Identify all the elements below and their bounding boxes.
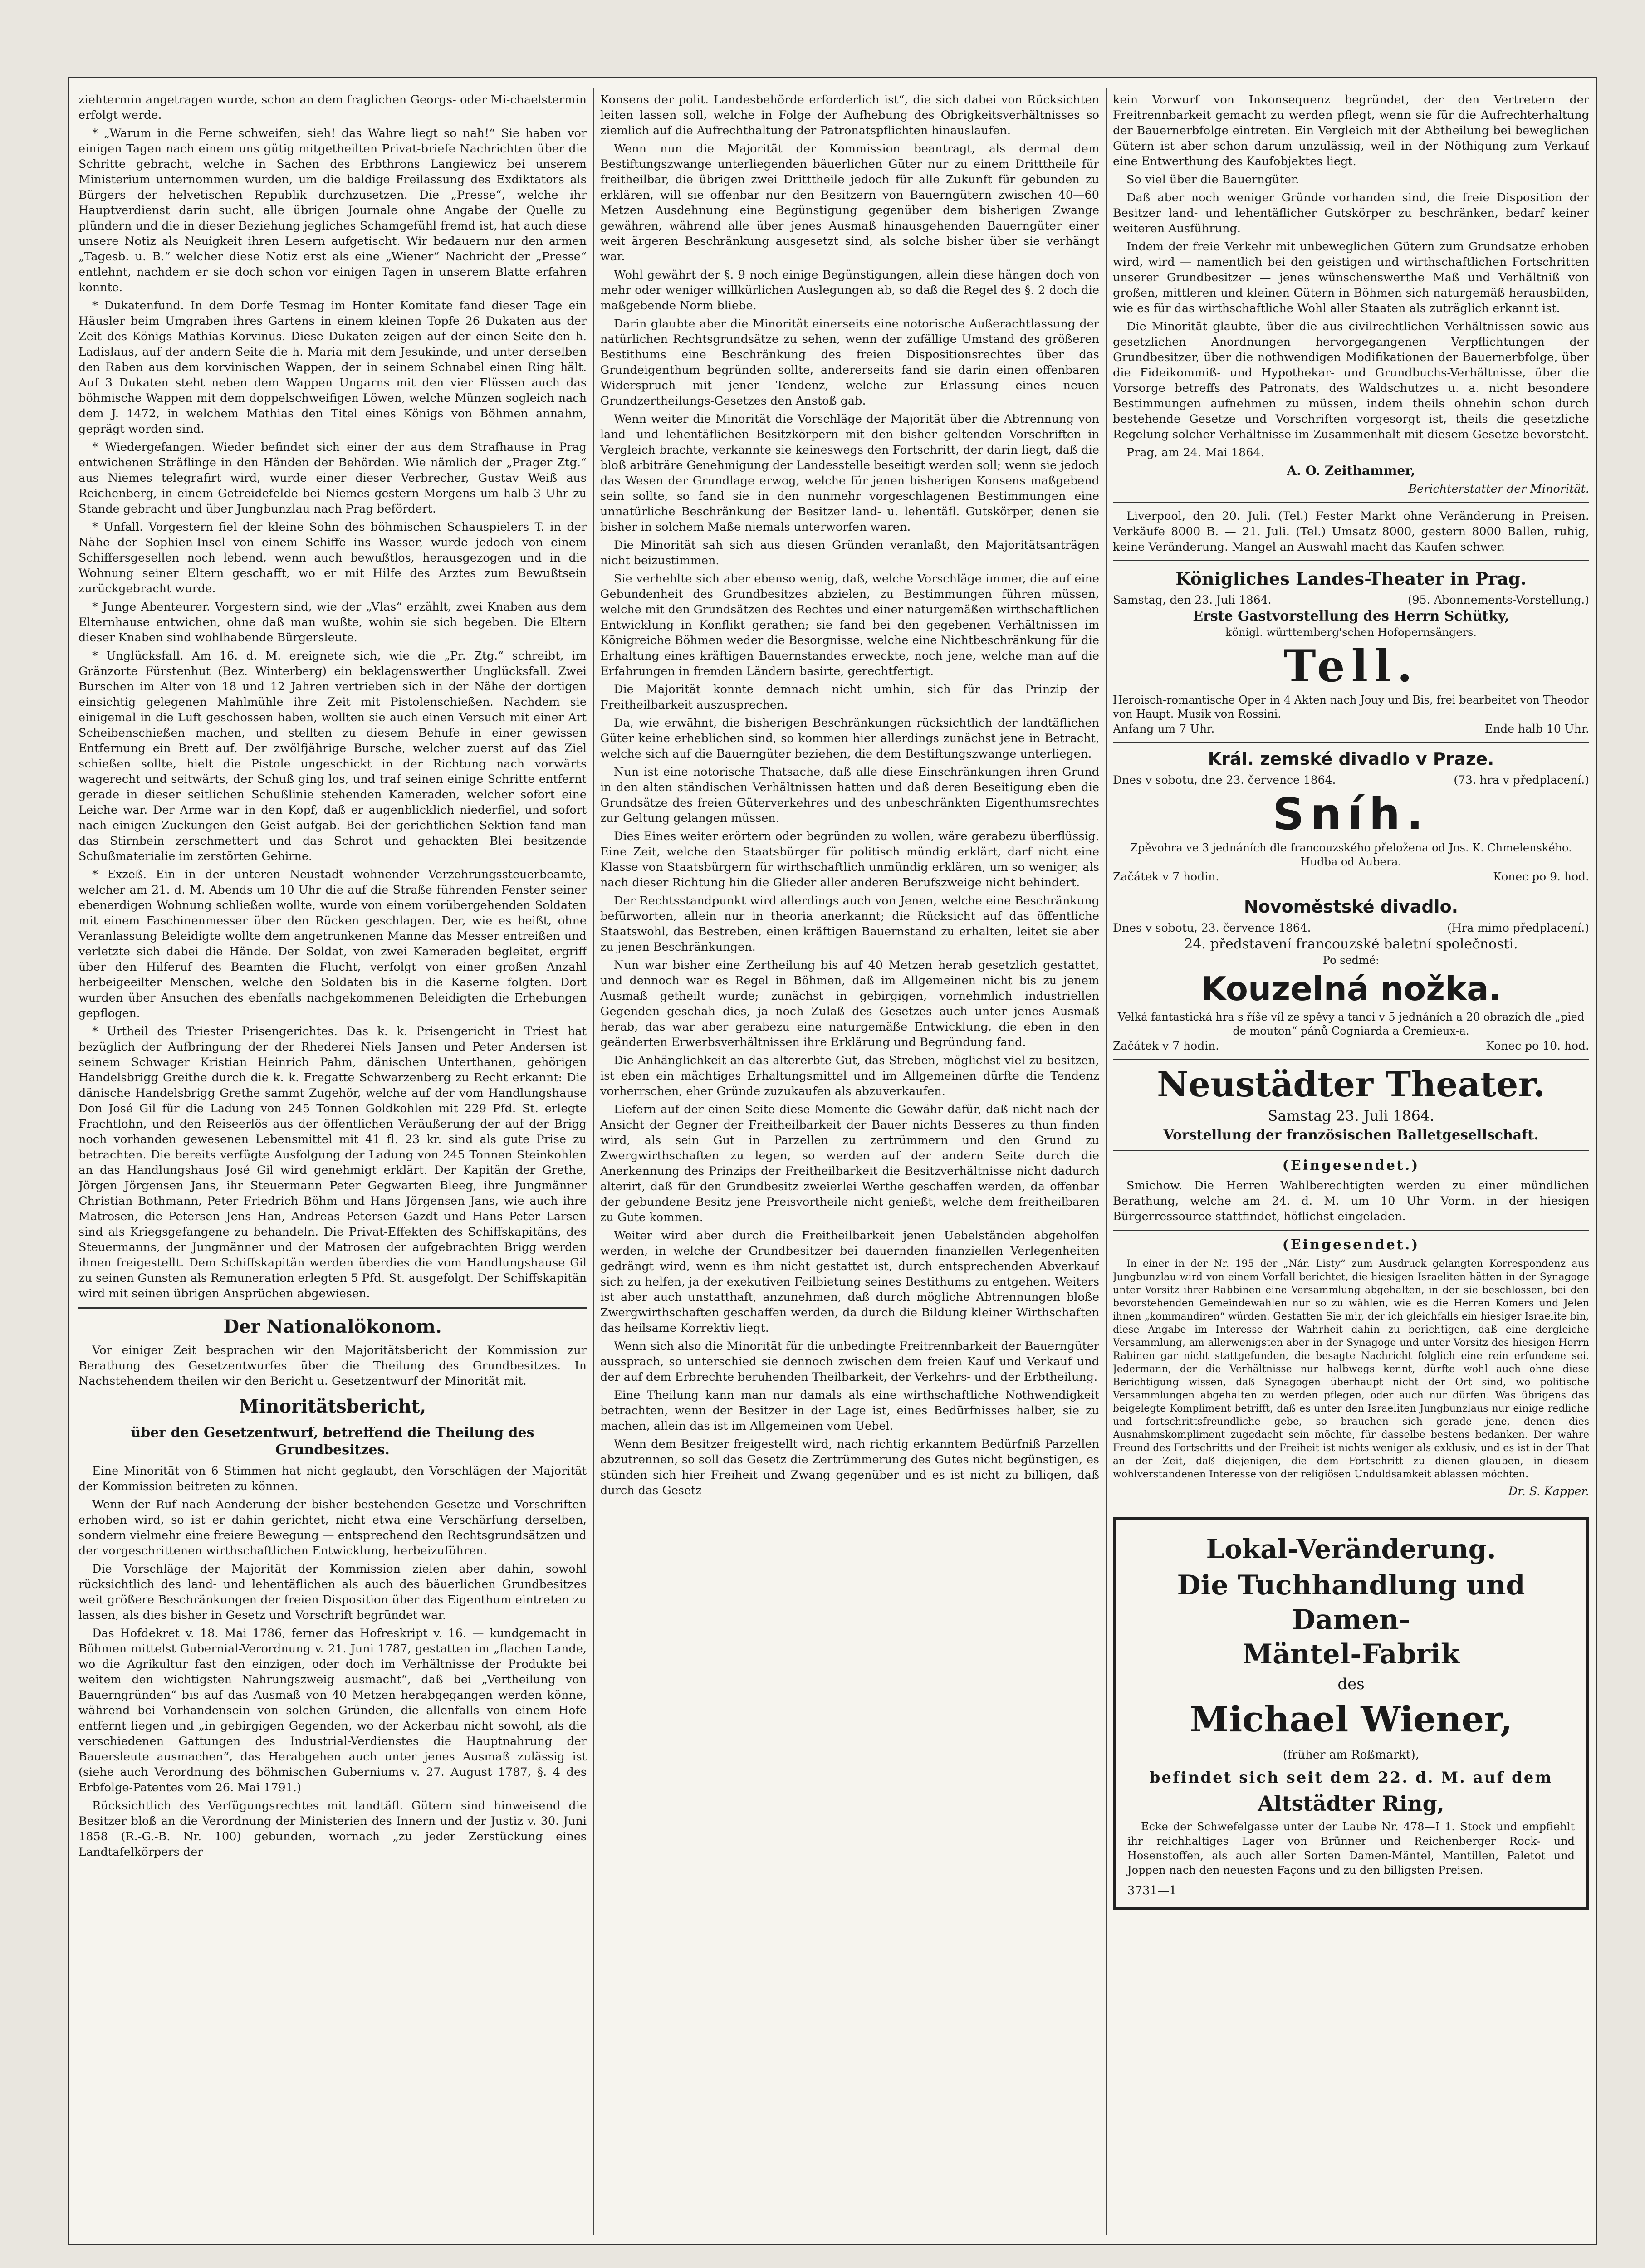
ad-location-line-1: befindet sich seit dem 22. d. M. auf dem [1149,1769,1553,1787]
report-paragraph: Eine Minorität von 6 Stimmen hat nicht geglaubt, den Vorschlägen der Majorität der Kommission beitreten zu können. [78,1464,587,1493]
eingesendet-text: In einer in der Nr. 195 der „Nár. Listy“ zum Ausdruck gelangten Korrespondenz aus Jungbunzlau wird von einem Vorfall berichtet, die hiesigen Israeliten hätten in der Synagoge unter Vorsitz ihrer Rabbinen eine Versammlung abgehalten, in der sie beschlossen, bei den bevorstehenden Gemeindewahlen nur so zu wählen, wie es die Herren Komers und Jelen ihnen „kommandiren“ würden. Gestatten Sie mir, der ich gleichfalls ein hiesiger Israelite bin, diese Angabe im Interesse der Wahrheit dahin zu berichtigen, daß eine dergleiche Versammlung, am allerwenigsten aber in der Synagoge und unter Vorsitz des hiesigen Herrn Rabinen gar nicht stattgefunden, die besagte Nachricht folglich eine rein erfundene sei. Jedermann, der die Verhältnisse nur halbwegs kennt, dürfte wohl auch ohne diese Berichtigung wissen, daß Synagogen überhaupt nicht der Ort sind, wo politische Versammlungen abgehalten zu werden pflegen, oder auch nur dürfen. Was übrigens das beigelegte Kompliment betrifft, daß es unter den Israeliten Jungbunzlaus nur einige redliche und fortschrittsfreundliche gebe, so brauchen sich gerade jene, denen dies Ausnahmskompliment zugedacht sein möchte, für dasselbe bestens bedanken. Der wahre Freund des Fortschritts und der Freiheit ist nichts weniger als exklusiv, und es ist in der That an der Zeit, daß diejenigen, die dem Fortschritt zu dienen glauben, in diesem wohlverstandenen Interesse von der religiösen Unduldsamkeit ablassen möchten. [1113,1258,1589,1480]
report-paragraph: Wenn sich also die Minorität für die unbedingte Freitrennbarkeit der Bauerngüter aussprach, so unterschied sie dennoch zwischen dem freien Kauf und Verkauf und der auf dem Erbrechte beruhenden Theilbarkeit, der Verkehrs- und der Erbtheilung. [600,1339,1099,1384]
ad-business-line-2: Mäntel-Fabrik [1242,1638,1460,1670]
theater-date-row [1113,920,1589,935]
ad-des: des [1337,1675,1365,1693]
column-3 [1113,92,1589,2230]
article-paragraph: * Unfall. Vorgestern fiel der kleine Sohn des böhmischen Schauspielers T. in der Nähe der Sophien-Insel von einem Schiffe ins Wasser, wurde jedoch von einem Schiffersgesellen noch lebend, wenn auch bewußtlos, herausgezogen und in die Wohnung seiner Eltern geschafft, wo er mit Hilfe des Arztes zum Bewußtsein zurückgebracht wurde. [78,520,587,596]
theater-play-title: Sníh. [1273,789,1430,840]
theater-subtitle: 24. představení francouzské baletní společnosti. [1184,936,1518,952]
report-paragraph: Der Rechtsstandpunkt wird allerdings auch von Jenen, welche eine Beschränkung befürworten, allein nur in theoria anerkannt; die Rücksicht auf das öffentliche Staatswohl, das Bestreben, einen kräftigen Bauernstand zu erhalten, leitet sie aber zu jenen Beschränkungen. [600,894,1099,954]
report-paragraph: Wohl gewährt der §. 9 noch einige Begünstigungen, allein diese hängen doch von mehr oder weniger willkürlichen Auslegungen ab, so daß die Regel des §. 2 doch die maßgebende Norm bliebe. [600,268,1099,313]
theater-play-title: Tell. [1283,640,1419,692]
theater-date: Samstag 23. Juli 1864. [1268,1107,1434,1124]
report-paragraph: Dies Eines weiter erörtern oder begründen zu wollen, wäre gerabezu überflüssig. Eine Zeit, welche den Staatsbürger für politisch mündig erklärt, darf nicht eine Klasse von Staatsbürgern für wirthschaftlich unmündig erklären, um so weniger, als nach dieser Richtung hin die Glieder aller anderen Berufszweige nicht behindert. [600,830,1099,890]
theater-date: Samstag, den 23. Juli 1864. [1113,593,1272,606]
theater-title: Král. zemské divadlo v Praze. [1208,749,1494,769]
column-1 [78,92,587,2230]
article-paragraph: * „Warum in die Ferne schweifen, sieh! das Wahre liegt so nah!“ Sie haben vor einigen Tagen nach einem uns gütig mitgetheilten Privat-briefe Nachrichten über die Schritte gebracht, welche in Sachen des Erbthrons Langiewicz bei unserem Ministerium unternommen wurden, um die baldige Freilassung des Exdiktators als Bürgers der helvetischen Republik durchzusetzen. Die „Presse“, welche ihr Hauptverdienst darin sucht, alle übrigen Journale ohne Angabe der Quelle zu plündern und die in dieser Beziehung jegliches Schamgefühl fremd ist, hat auch diese unsere Notiz als Neuigkeit ihren Lesern aufgetischt. Wir bedauern nur den armen „Tagesb. u. B.“ welcher diese Notiz erst als eine „Wiener“ Nachricht der „Presse“ entlehnt, nachdem er sie doch schon vor einigen Tagen in unserem Blatte erfahren konnte. [78,127,587,294]
report-paragraph: Eine Theilung kann man nur damals als eine wirthschaftliche Nothwendigkeit betrachten, wenn der Besitzer in der Lage ist, eines Bedürfnisses halber, sie zu machen, allein das ist im Allgemeinen vom Uebel. [600,1388,1099,1433]
report-signer: A. O. Zeithammer, [1287,463,1415,478]
theater-description: Heroisch-romantische Oper in 4 Akten nach Jouy und Bis, frei bearbeitet von Theodor von Haupt. Musik von Rossini. [1113,694,1589,720]
ad-owner-name: Michael Wiener, [1190,1699,1513,1740]
article-paragraph: * Junge Abenteurer. Vorgestern sind, wie der „Vlas“ erzählt, zwei Knaben aus dem Elternhause entwichen, ohne daß man wußte, wohin sie sich begeben. Die Eltern dieser Knaben sind wohlhabende Bürgersleute. [78,600,587,645]
report-paragraph: Das Hofdekret v. 18. Mai 1786, ferner das Hofreskript v. 16. — kundgemacht in Böhmen mittelst Gubernial-Verordnung v. 21. Juni 1787, gestatten im „flachen Lande, wo die Agrikultur fast den einzigen, oder doch im Verhältnisse der Produkte bei weitem den wichtigsten Nahrungszweig ausmacht“, daß bei „Vertheilung von Bauerngründen“ bis auf das Ausmaß von 40 Metzen herabgegangen werden könne, während bei Vorhandensein von solchen Gründen, die allenfalls von einem Hofe entfernt liegen und „in gebirgigen Gegenden, wo der Ackerbau nicht sowohl, als die verschiedenen Gattungen des Industrial-Verdienstes die Hauptnahrung der Bauersleute ausmachen“, das Herabgehen auch unter jenes Ausmaß zulässig ist (siehe auch Verordnung des böhmischen Guberniums v. 27. August 1787, §. 4 des Erbfolge-Patentes vom 26. Mai 1791.) [78,1627,587,1794]
article-paragraph: * Unglücksfall. Am 16. d. M. ereignete sich, wie die „Pr. Ztg.“ schreibt, im Gränzorte Fürstenhut (Bez. Winterberg) ein beklagenswerther Unglücksfall. Zwei Burschen im Alter von 18 und 12 Jahren vertrieben sich in der Nähe der dortigen einsichtig gelegenen Mahlmühle ihre Zeit mit Pistolenschießen. Nachdem sie einigemal in die Luft geschossen haben, wollten sie auch einen Versuch mit einer Art Scheibenschießen machen, und stellten zu diesem Behufe in einer gewissen Entfernung ein Brett auf. Der zwölfjährige Bursche, welcher zuerst auf das Ziel schießen sollte, hielt die Pistole ungeschickt in der Richtung nach vorwärts wagerecht und seitwärts, der Schuß ging los, und traf seinen einige Schritte entfernt gerade in dieser seitlichen Schußlinie stehenden Kameraden, welcher sofort eine Leiche war. Der Arme war in den Kopf, daß er augenblicklich niederfiel, und sofort nach einigen Zuckungen den Geist aufgab. Bei der gerichtlichen Sektion fand man das Stirnbein zerschmettert und das Schrot und gehackten Blei besitzende Schußmaterialie im zerstörten Gehirne. [78,649,587,863]
eingesendet-signature: Dr. S. Kapper. [1508,1485,1589,1498]
theater-date: Dnes v sobotu, 23. července 1864. [1113,921,1311,934]
report-paragraph: Wenn weiter die Minorität die Vorschläge der Majorität über die Abtrennung von land- und lehentäflichen Besitzkörpern mit den bisher geltenden Vorschriften in Vergleich brachte, verkannte sie keineswegs den Fortschritt, der darin liegt, daß die bloß arbiträre Genehmigung der Landesstelle beseitigt werden soll; wenn sie jedoch das Wesen der Grundlage erwog, welche für jenen bisherigen Konsens maßgebend sein sollte, so fand sie in den nunmehr vorgeschlagenen Bestimmungen eine unnatürliche Beschränkung der Besitzer land- u. lehentäfl. Gutskörper, denen sie bisher in solchem Maße niemals unterworfen waren. [600,412,1099,534]
report-paragraph: Die Majorität konnte demnach nicht umhin, sich für das Prinzip der Freitheilbarkeit auszusprechen. [600,683,1099,712]
section-divider [1113,1150,1589,1151]
report-signer-role: Berichterstatter der Minorität. [1408,482,1589,496]
eingesendet-text: Smichow. Die Herren Wahlberechtigten werden zu einer mündlichen Berathung, welche am 24. d. M. um 10 Uhr Vorm. in der hiesigen Bürgerressource stattfindet, höflichst eingeladen. [1113,1179,1589,1223]
report-paragraph: Konsens der polit. Landesbehörde erforderlich ist“, die sich dabei von Rücksichten leiten lassen soll, welche in Folge der Aufhebung des Obrigkeitsverhältnisses so ziemlich auf die Aufrechthaltung der Patronatspflichten hinauslaufen. [600,93,1099,137]
report-paragraph: Wenn der Ruf nach Aenderung der bisher bestehenden Gesetze und Vorschriften erhoben wird, so ist er dahin gerichtet, nicht etwa eine Verschärfung derselben, sondern vielmehr eine freiere Bewegung — entsprechend den Rechtsgrundsätzen und der vorgeschrittenen wirthschaftlichen Entwicklung, herbeizuführen. [78,1498,587,1558]
report-paragraph: Nun ist eine notorische Thatsache, daß alle diese Einschränkungen ihren Grund in den alten ständischen Verhältnissen hatten und daß deren Beseitigung eben die Grundsätze des freien Güterverkehres und des unbeschränkten Eigenthumsrechtes zur Geltung gelangen müssen. [600,765,1099,825]
column-rule [1106,88,1107,2235]
theater-description: Velká fantastická hra s říše víl ze spěvy a tanci v 5 jednáních a 20 obrazích dle „pied de mouton“ pánů Cogniarda a Cremieux-a. [1117,1011,1585,1037]
ad-location-line-2: Altstädter Ring, [1258,1791,1444,1816]
article-paragraph: * Urtheil des Triester Prisengerichtes. Das k. k. Prisengericht in Triest hat bezüglich der Aufbringung der der Rhederei Niels Jansen und Peter Andersen ist seinem Schwager Kristian Heinrich Pahm, dänischen Unterthanen, gehörigen Handelsbrigg Greithe durch die k. k. Fregatte Schwarzenberg zu Recht erkannt: Die dänische Handelsbrigg Grethe sammt Zugehör, welche auf der vom Handlungshause Don José Gil für die Ladung von 245 Tonnen Goldkohlen mit 229 Pfd. St. erlegte Frachtlohn, und den Reiseerlös aus der öffentlichen Veräußerung der auf der Brigg noch vorhanden gewesenen Lebensmittel mit 41 fl. 23 kr. sind als gute Prise zu betrachten. Die bereits verfügte Ausfolgung der Ladung von 245 Tonnen Steinkohlen an das Handlungshaus José Gil wird genehmigt erklärt. Der Kapitän der Grethe, Jörgen Jörgensen Jans, ihr Steuermann Peter Gegwarten Bleeg, ihre Jungmänner Christian Bothmann, Peter Friedrich Böhm und Hans Jörgensen Jans, wie auch ihre Matrosen, die Petersen Jens Han, Andreas Petersen Gazdt und Hans Peter Larsen sind als Kriegsgefangene zu behandeln. Die Privat-Effekten des Schiffskapitäns, des Steuermanns, der Jungmänner und der Matrosen der aufgebrachten Brigg werden ihnen freigestellt. Dem Schiffskapitän werden überdies die vom Handlungshause Gil zu seinen Gunsten als Remuneration erlegten 5 Pfd. St. ausgefolgt. Der Schiffskapitän wird mit seinen übrigen Ansprüchen abgewiesen. [78,1025,587,1300]
ad-headline: Lokal-Veränderung. [1206,1534,1496,1564]
article-paragraph: * Exzeß. Ein in der unteren Neustadt wohnender Verzehrungssteuerbeamte, welcher am 21. d. M. Abends um 10 Uhr die auf die Straße führenden Fenster seiner ebenerdigen Wohnung schließen wollte, wurde von einem vorübergehenden Soldaten mit einem Faschinenmesser über den Rücken geschlagen. Der, wie es heißt, ohne Veranlassung Beleidigte wollte dem angetrunkenen Manne das Messer entreißen und verletzte sich dabei die Hände. Der Soldat, von zwei Kameraden begleitet, ergriff über den Hilferuf des Beamten die Flucht, verfolgt von einer großen Anzahl herbeigeeilter Menschen, welche den Soldaten bis in die Kaserne folgten. Dort wurden über Ansuchen des ebenfalls nachgekommenen Beleidigten die Erhebungen gepflogen. [78,868,587,1020]
article-paragraph: ziehtermin angetragen wurde, schon an dem fraglichen Georgs- oder Mi-chaelstermin erfolgt werde. [78,93,587,122]
eingesendet-title: (Eingesendet.) [1282,1158,1420,1173]
theater-times-row [1113,1038,1589,1053]
theater-abo: (Hra mimo předplacení.) [1447,921,1589,934]
section-divider [1113,1230,1589,1231]
theater-title: Königliches Landes-Theater in Prag. [1175,568,1527,589]
market-report: Liverpool, den 20. Juli. (Tel.) Fester Markt ohne Veränderung in Preisen. Verkäufe 8000 B. — 21. Juli. (Tel.) Umsatz 8000, gestern 8000 Ballen, ruhig, keine Veränderung. Mangel an Auswahl macht das Kaufen schwer. [1113,509,1589,554]
theater-subtitle-2: Po sedmé: [1322,954,1380,967]
report-title: Minoritätsbericht, [239,1396,426,1417]
report-paragraph: Liefern auf der einen Seite diese Momente die Gewähr dafür, daß nicht nach der Ansicht der Gegner der Freitheilbarkeit der Bauer nichts Besseres zu thun finden wird, als sein Gut in Parzellen zu zertrümmern und den Grund zu Zwergwirthschaften zu legen, so werden auf der andern Seite durch die Anerkennung des Prinzips der Freitheilbarkeit die Besitzverhältnisse nicht dadurch alterirt, daß für den Grundbesitz zweierlei Werthe geschaffen werden, da offenbar der gebundene Besitz jene Preisvortheile nicht genießt, welche dem freitheilbaren zu Gute kommen. [600,1103,1099,1224]
report-paragraph: Nun war bisher eine Zertheilung bis auf 40 Metzen herab gesetzlich gestattet, und dennoch war es Regel in Böhmen, daß im Allgemeinen nicht bis zu jenem Ausmaß getheilt wurde; zunächst in gebirgigen, vornehmlich industriellen Gegenden geschah dies, ja noch Zulaß des Gesetzes auch unter jenes Ausmaß herab, das war aber gerabezu eine naturgemäße Entwicklung, die eben in den geänderten Erwerbsverhältnissen ihre Erklärung und Begründung fand. [600,958,1099,1049]
report-paragraph: Wenn nun die Majorität der Kommission beantragt, als dermal dem Bestiftungszwange unterliegenden bäuerlichen Güter nur zu einem Dritttheile für freitheilbar, die übrigen zwei Dritttheile jedoch für alle Zukunft für gebunden zu erklären, will sie offenbar nur den Besitzern von Bauerngütern zwischen 40—60 Metzen Ausdehnung eine Begünstigung gegenüber dem bisherigen Zwange gewähren, während alle über jenes Ausmaß hinausgehenden Bauerngüter einer weit ärgeren Beschränkung ausgesetzt sind, als solche bisher über sie verhängt war. [600,142,1099,264]
theater-description: Zpěvohra ve 3 jednáních dle francouzského přeložena od Jos. K. Chmelenského. Hudba od Aubera. [1130,841,1572,868]
section-divider [78,1307,587,1309]
section-divider [1113,1059,1589,1060]
column-2 [600,92,1099,2230]
theater-title: Novoměstské divadlo. [1244,897,1459,917]
column-rule [593,88,594,2235]
report-paragraph: Die Minorität glaubte, über die aus civilrechtlichen Verhältnissen sowie aus gesetzlichen Anordnungen hervorgegangenen Verpflichtungen der Grundbesitzer, über die nothwendigen Modifikationen der Bauernerbfolge, über die Fideikommiß- und Hypothekar- und Grundbuchs-Verhältnisse, über die Vorsorge betreffs des Patronats, des Waldschutzes u. a. nicht besondere Bestimmungen aufnehmen zu müssen, indem theils ohnehin schon durch bestehende Gesetze und Vorschriften vorgesorgt ist, theils die gesetzliche Regelung solcher Verhältnisse im Zusammenhalt mit diesem Gesetze bevorsteht. [1113,320,1589,441]
ad-former-location: (früher am Roßmarkt), [1283,1748,1419,1762]
report-paragraph: Wenn dem Besitzer freigestellt wird, nach richtig erkanntem Bedürfniß Parzellen abzutrennen, so soll das Gesetz die Zertrümmerung des Gutes nicht begünstigen, es stünden sich hier Freiheit und Zwang gegenüber und es ist nicht zu billigen, daß durch das Gesetz [600,1437,1099,1497]
report-paragraph: Indem der freie Verkehr mit unbeweglichen Gütern zum Grundsatze erhoben wird, wird — namentlich bei den geistigen und wirthschaftlichen Fortschritten unserer Grundbesitzer — jenes wünschenswerthe Maß und Verhältniß von großen, mittleren und kleinen Gütern in Böhmen sich naturgemäß herausbilden, wie es für das wirthschaftliche Wohl aller Staaten als zuträglich erkannt ist. [1113,240,1589,315]
report-paragraph: Darin glaubte aber die Minorität einerseits eine notorische Außerachtlassung der natürlichen Rechtsgrundsätze zu sehen, wenn der zufällige Umstand des größeren Bestithums eine Beschränkung des freien Dispositionsrechtes über das Grundeigenthum begründen sollte, andererseits fand sie darin einen offenbaren Widerspruch mit jener Tendenz, welche zur Erlassung eines neuen Grundzertheilungs-Gesetzes den Anstoß gab. [600,317,1099,408]
article-paragraph: * Wiedergefangen. Wieder befindet sich einer der aus dem Strafhause in Prag entwichenen Sträflinge in den Händen der Behörden. Wie nämlich der „Prager Ztg.“ aus Niemes telegrafirt wird, wurde einer dieser Verbrecher, Gustav Weiß aus Reichenberg, in einem Getreidefelde bei Niemes gestern Morgens um halb 3 Uhr zu Stande gebracht und über Jungbunzlau nach Prag befördert. [78,440,587,516]
section-divider [1113,560,1589,562]
theater-abo: (95. Abonnements-Vorstellung.) [1408,593,1589,606]
report-date-line: Prag, am 24. Mai 1864. [1126,446,1264,459]
theater-end: Konec po 9. hod. [1493,870,1589,883]
section-divider [1113,742,1589,743]
theater-subtitle: Vorstellung der französischen Balletgesellschaft. [1163,1127,1539,1143]
ad-number: 3731—1 [1127,1884,1177,1897]
eingesendet-title: (Eingesendet.) [1282,1237,1420,1253]
theater-guest-role: königl. württemberg'schen Hofopernsängers. [1225,626,1477,639]
theater-end: Konec po 10. hod. [1486,1039,1589,1052]
theater-play-title: Kouzelná nožka. [1200,970,1502,1008]
section-divider [1113,502,1589,503]
section-title: Der Nationalökonom. [223,1316,442,1337]
report-paragraph: Daß aber noch weniger Gründe vorhanden sind, die freie Disposition der Besitzer land- und lehentäflicher Gutskörper zu beschränken, bedarf keiner weiteren Ausführung. [1113,191,1589,235]
report-paragraph: Sie verhehlte sich aber ebenso wenig, daß, welche Vorschläge immer, die auf eine Gebundenheit des Grundbesitzes abzielen, zu Bestimmungen führen müssen, welche mit den Grundsätzen des Rechtes und einer naturgemäßen wirthschaftlichen Entwicklung in Konflikt gerathen; sie fand bei den gegebenen Verhältnissen im Königreiche Böhmen weder die Besorgnisse, welche eine Nichtbeschränkung für die Erhaltung eines kräftigen Bauernstandes erweckte, noch jene, welche man auf die Erfahrungen in fremden Ländern basirte, gerechtfertigt. [600,572,1099,678]
article-paragraph: * Dukatenfund. In dem Dorfe Tesmag im Honter Komitate fand dieser Tage ein Häusler beim Umgraben ihres Gartens in einem kleinen Topfe 26 Dukaten aus der Zeit des Königs Mathias Korvinus. Diese Dukaten zeigen auf der einen Seite den h. Ladislaus, auf der andern Seite die h. Maria mit dem Jesukinde, und unter derselben den Raben aus dem korvinischen Wappen, der in seinem Schnabel einen Ring hält. Auf 3 Dukaten steht neben dem Wappen Ungarns mit den vier Flüssen auch das böhmische Wappen mit dem doppelschweifigen Löwen, welche Münzen sogleich nach dem J. 1472, in welchem Mathias den Titel eines Königs von Böhmen annahm, geprägt worden sind. [78,299,587,436]
report-paragraph: kein Vorwurf von Inkonsequenz begründet, der den Vertretern der Freitrennbarkeit gemacht zu werden pflegt, wenn sie für die Aufrechterhaltung der Bauernerbfolge eintreten. Ein Vergleich mit der Abtheilung bei beweglichen Gütern ist aber schon darum unzulässig, weil in der Nöthigung zum Verkauf eine Entwerthung des Kaufobjektes liegt. [1113,93,1589,168]
theater-date: Dnes v sobotu, dne 23. července 1864. [1113,773,1336,787]
theater-abo: (73. hra v předplacení.) [1454,773,1589,787]
ad-business-line-1: Die Tuchhandlung und Damen- [1177,1569,1525,1636]
report-paragraph: Die Anhänglichkeit an das altererbte Gut, das Streben, möglichst viel zu besitzen, ist eben ein mächtiges Erhaltungsmittel und im Allgemeinen dürfte die Tendenz vorherrschen, eher Gründe zuzukaufen als abzuverkaufen. [600,1054,1099,1098]
theater-times-row [1113,721,1589,736]
theater-times-row [1113,869,1589,884]
section-intro: Vor einiger Zeit besprachen wir den Majoritätsbericht der Kommission zur Berathung des Gesetzentwurfes über die Theilung des Grundbesitzes. In Nachstehendem theilen wir den Bericht u. Gesetzentwurf der Minorität mit. [78,1344,587,1388]
ad-body: Ecke der Schwefelgasse unter der Laube Nr. 478—I 1. Stock und empfiehlt ihr reichhaltiges Lager von Brünner und Reichenberger Rock- und Hosenstoffen, als auch aller Sorten Damen-Mäntel, Mantillen, Paletot und Joppen nach den neuesten Façons und zu den billigsten Preisen. [1127,1820,1575,1877]
report-paragraph: Da, wie erwähnt, die bisherigen Beschränkungen rücksichtlich der landtäflichen Güter keine erheblichen sind, so kommen hier allerdings zunächst jene in Betracht, welche sich auf die Bauerngüter beziehen, die dem Bestiftungszwange unterliegen. [600,716,1099,761]
report-subtitle: über den Gesetzentwurf, betreffend die Theilung des Grundbesitzes. [131,1425,534,1458]
theater-start: Začátek v 7 hodin. [1113,1039,1219,1052]
theater-start: Anfang um 7 Uhr. [1113,722,1215,735]
newspaper-page [68,77,1597,2245]
theater-title: Neustädter Theater. [1157,1064,1545,1105]
report-paragraph: Die Minorität sah sich aus diesen Gründen veranlaßt, den Majoritätsanträgen nicht beizustimmen. [600,538,1099,567]
theater-date-row [1113,592,1589,607]
theater-guest: Erste Gastvorstellung des Herrn Schütky, [1193,608,1509,624]
theater-date-row [1113,772,1589,787]
report-paragraph: Weiter wird aber durch die Freitheilbarkeit jenen Uebelständen abgeholfen werden, in welche der Grundbesitzer bei dauernden finanziellen Verlegenheiten gedrängt wird, wenn es ihm nicht gestattet ist, durch entsprechenden Abverkauf sich zu helfen, ja der exekutiven Feilbietung seines Bestithums zu entgehen. Weiters ist aber auch unstatthaft, anzunehmen, daß durch mögliche Abtrennungen bloße Zwergwirthschaften geschaffen werden, da durch die Bildung kleiner Wirthschaften das heilsame Korrektiv liegt. [600,1229,1099,1335]
report-paragraph: So viel über die Bauerngüter. [1126,173,1299,186]
report-paragraph: Die Vorschläge der Majorität der Kommission zielen aber dahin, sowohl rücksichtlich des land- und lehentäflichen als auch des bäuerlichen Grundbesitzes weit größere Beschränkungen der freien Disposition über das Eigenthum eintreten zu lassen, als dies bisher in Gesetz und Vorschrift begründet war. [78,1562,587,1622]
theater-end: Ende halb 10 Uhr. [1484,722,1589,735]
advertisement-box [1113,1517,1589,1910]
report-paragraph: Rücksichtlich des Verfügungsrechtes mit landtäfl. Gütern sind hinweisend die Besitzer bloß an die Verordnung der Ministerien des Innern und der Justiz v. 30. Juni 1858 (R.-G.-B. Nr. 100) gebunden, wornach „zu jeder Zerstückung eines Landtafelkörpers der [78,1799,587,1859]
theater-start: Začátek v 7 hodin. [1113,870,1219,883]
